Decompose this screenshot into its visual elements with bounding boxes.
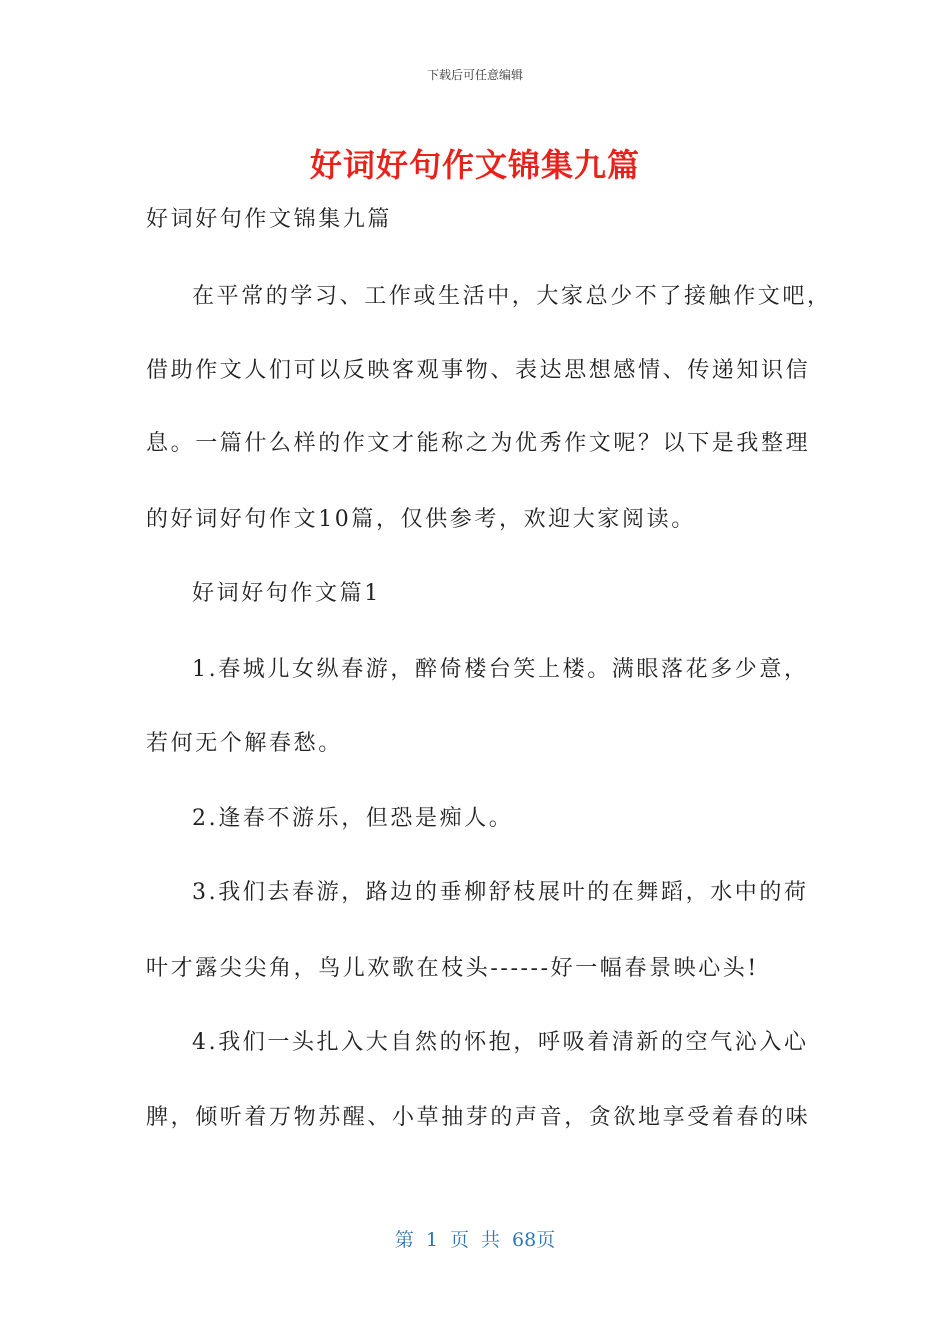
- paragraph-line: 3.我们去春游，路边的垂柳舒枝展叶的在舞蹈，水中的荷: [192, 880, 809, 905]
- document-title: 好词好句作文锦集九篇: [309, 146, 640, 184]
- header-note: 下载后可任意编辑: [426, 68, 523, 82]
- paragraph-line: 息。一篇什么样的作文才能称之为优秀作文呢？以下是我整理: [146, 431, 811, 456]
- section-heading: 好词好句作文篇1: [192, 581, 381, 606]
- paragraph-line: 在平常的学习、工作或生活中，大家总少不了接触作文吧，: [192, 284, 832, 309]
- page-footer: 第 1 页 共 68页: [394, 1229, 556, 1251]
- paragraph-line: 2.逢春不游乐，但恐是痴人。: [192, 806, 514, 831]
- paragraph-line: 4.我们一头扎入大自然的怀抱，呼吸着清新的空气沁入心: [192, 1030, 809, 1055]
- paragraph-line: 脾，倾听着万物苏醒、小草抽芽的声音，贪欲地享受着春的味: [146, 1105, 811, 1130]
- subtitle-line: 好词好句作文锦集九篇: [146, 207, 393, 232]
- paragraph-line: 借助作文人们可以反映客观事物、表达思想感情、传递知识信: [146, 358, 811, 383]
- paragraph-line: 叶才露尖尖角，鸟儿欢歌在枝头------好一幅春景映心头!: [146, 956, 759, 981]
- paragraph-line: 的好词好句作文10篇，仅供参考，欢迎大家阅读。: [146, 507, 696, 532]
- paragraph-line: 若何无个解春愁。: [146, 731, 343, 756]
- paragraph-line: 1.春城儿女纵春游，醉倚楼台笑上楼。满眼落花多少意，: [192, 657, 809, 682]
